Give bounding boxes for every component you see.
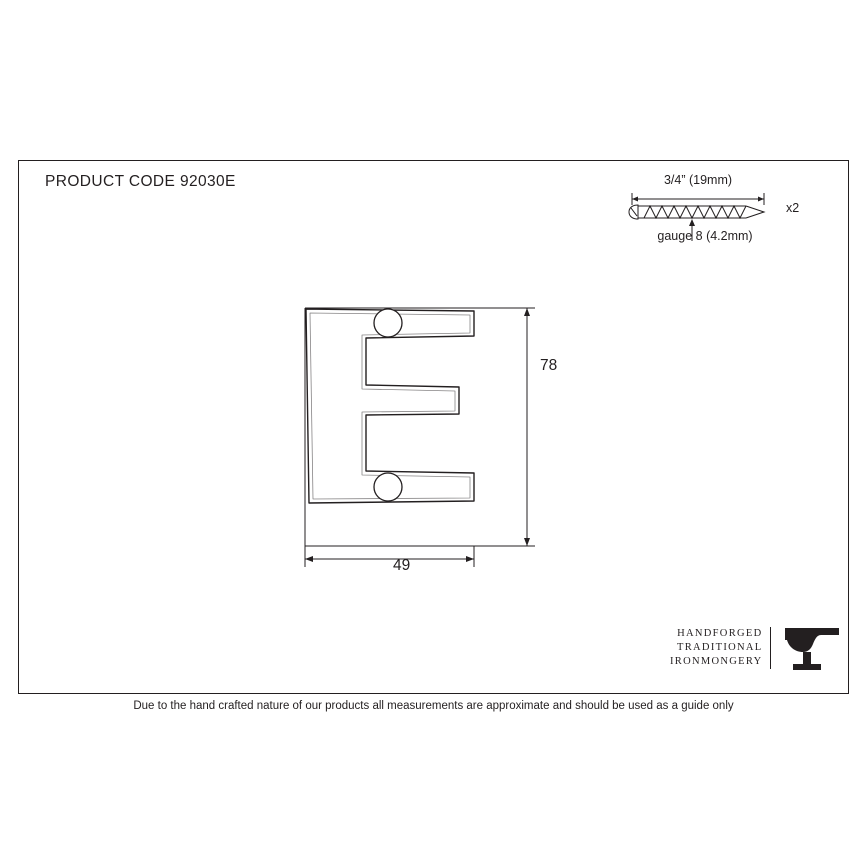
- brand-line-3: IRONMONGERY: [670, 656, 763, 667]
- screw-length-label: 3/4” (19mm): [663, 173, 733, 187]
- product-code-label: PRODUCT CODE 92030E: [45, 173, 236, 190]
- dimension-height-label: 78: [540, 357, 558, 374]
- anvil-logo-icon: [771, 618, 843, 679]
- technical-drawing-sheet: [18, 160, 849, 694]
- brand-logo-text: [670, 627, 771, 669]
- screw-hole-bottom: [374, 473, 402, 501]
- brand-logo: [670, 615, 830, 681]
- footer-disclaimer: Due to the hand crafted nature of our products all measurements are approximate and should be used as a guide only: [133, 700, 734, 712]
- screw-quantity-label: x2: [786, 201, 800, 215]
- screw-hole-top: [374, 309, 402, 337]
- brand-line-2: TRADITIONAL: [677, 642, 763, 653]
- brand-line-1: HANDFORGED: [677, 628, 763, 639]
- dimension-width-label: 49: [393, 557, 411, 574]
- screw-gauge-label: gauge 8 (4.2mm): [657, 229, 753, 243]
